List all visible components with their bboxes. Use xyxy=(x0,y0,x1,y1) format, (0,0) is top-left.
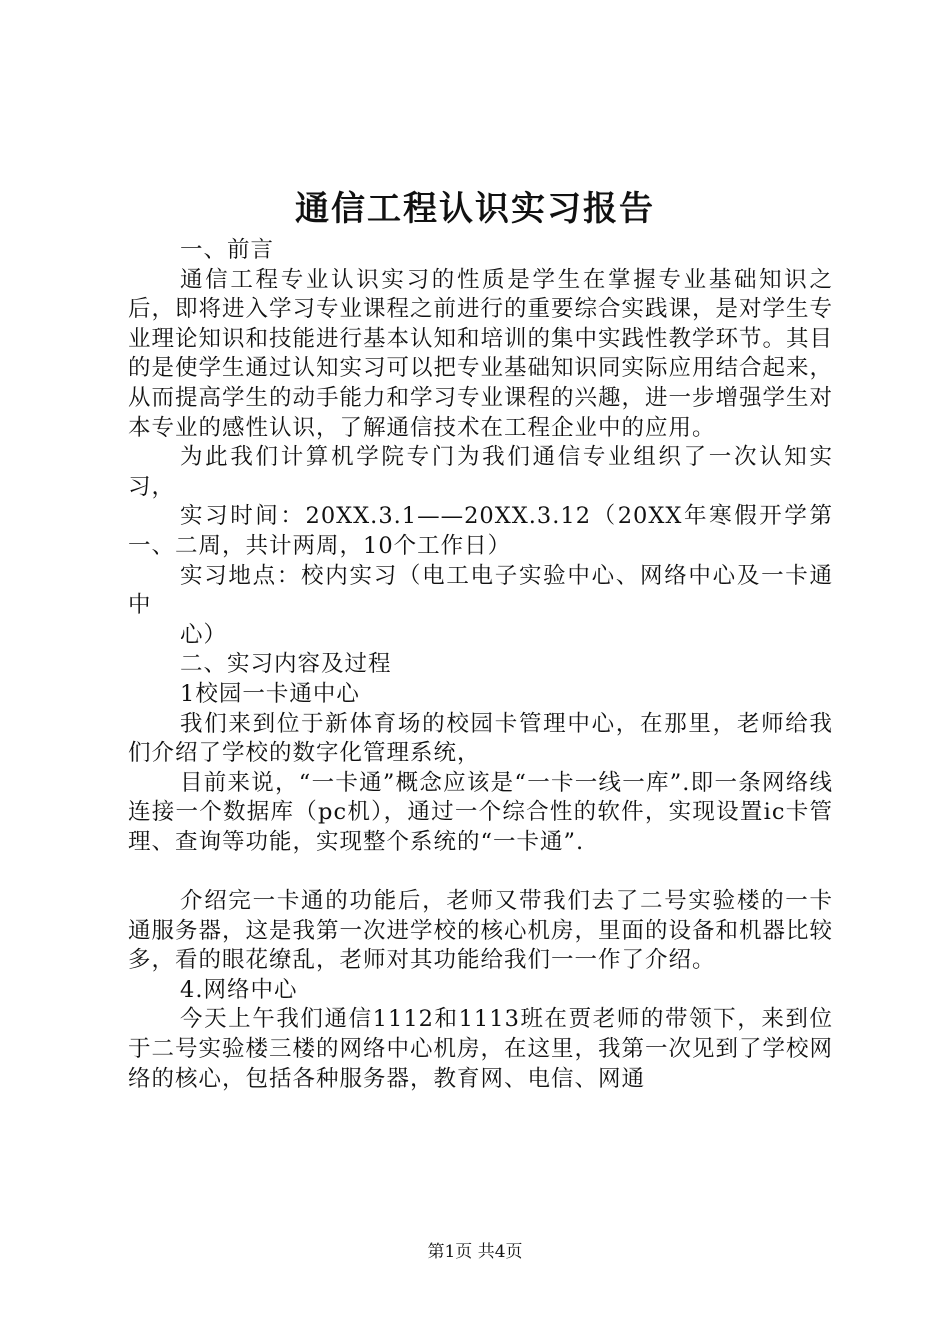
paragraph-internship-time: 实习时间：20XX.3.1——20XX.3.12（20XX年寒假开学第一、二周，共计两周，10个工作日） xyxy=(128,503,833,559)
subheading-campus-card-center: 1校园一卡通中心 xyxy=(180,680,360,707)
subheading-network-center: 4.网络中心 xyxy=(180,976,298,1003)
blank-line xyxy=(128,857,833,887)
document-title: 通信工程认识实习报告 xyxy=(295,189,655,229)
section-heading-preface: 一、前言 xyxy=(180,237,275,263)
document-body xyxy=(128,236,833,1094)
section-heading-content: 二、实习内容及过程 xyxy=(180,651,392,678)
paragraph-organization: 为此我们计算机学院专门为我们通信专业组织了一次认知实习， xyxy=(128,444,833,500)
paragraph-card-center-visit: 我们来到位于新体育场的校园卡管理中心，在那里，老师给我们介绍了学校的数字化管理系统， xyxy=(128,710,833,767)
paragraph-server-room: 介绍完一卡通的功能后，老师又带我们去了二号实验楼的一卡通服务器，这是我第一次进学校的核心机房，里面的设备和机器比较多，看的眼花缭乱，老师对其功能给我们一一作了介绍。 xyxy=(128,888,834,974)
paragraph-one-card-concept: 目前来说，“一卡通”概念应该是“一卡一线一库”.即一条网络线连接一个数据库（pc机），通过一个综合性的软件，实现设置ic卡管理、查询等功能，实现整个系统的“一卡通”. xyxy=(128,769,833,855)
paragraph-network-center-visit: 今天上午我们通信1112和1113班在贾老师的带领下，来到位于二号实验楼三楼的网络中心机房，在这里，我第一次见到了学校网络的核心，包括各种服务器，教育网、电信、网通 xyxy=(128,1006,834,1092)
page-number-footer: 第1页 共4页 xyxy=(427,1242,523,1262)
paragraph-internship-location: 实习地点：校内实习（电工电子实验中心、网络中心及一卡通中 xyxy=(128,562,833,619)
paragraph-location-continued: 心） xyxy=(180,621,228,648)
paragraph-nature-of-internship: 通信工程专业认识实习的性质是学生在掌握专业基础知识之后，即将进入学习专业课程之前进行的重要综合实践课，是对学生专业理论知识和技能进行基本认知和培训的集中实践性教学环节。其目的是使学生通过认知实习可以把专业基础知识同实际应用结合起来，从而提高学生的动手能力和学习专业课程的兴趣，进一步增强学生对本专业的感性认识，了解通信技术在工程企业中的应用。 xyxy=(128,266,834,441)
